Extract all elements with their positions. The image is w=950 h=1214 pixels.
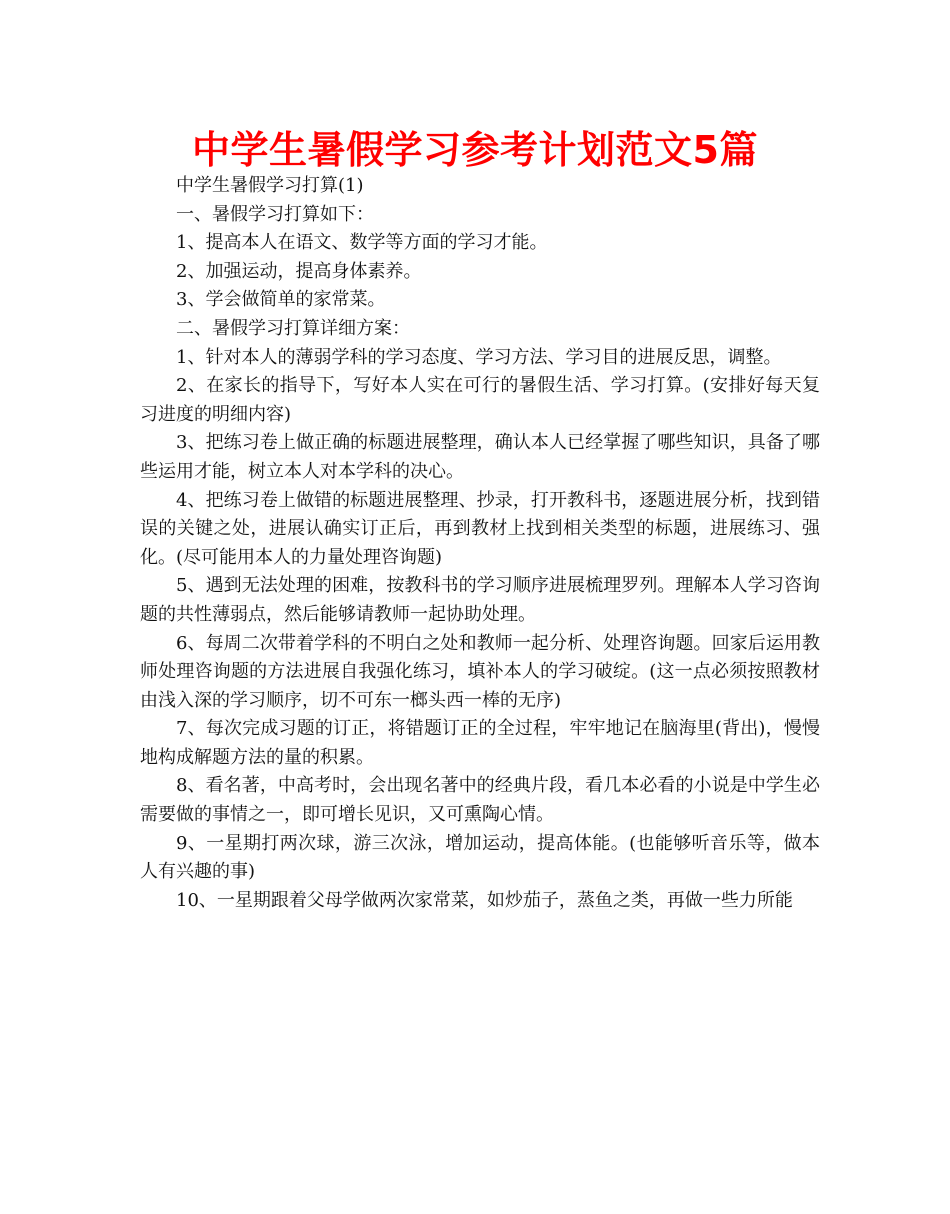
paragraph: 5、遇到无法处理的困难，按教科书的学习顺序进展梳理罗列。理解本人学习咨询题的共性薄弱点，然后能够请教师一起协助处理。 bbox=[140, 575, 820, 625]
paragraph: 9、一星期打两次球，游三次泳，增加运动，提高体能。(也能够听音乐等，做本人有兴趣的事) bbox=[140, 832, 820, 883]
paragraph: 一、暑假学习打算如下： bbox=[176, 203, 374, 225]
document-body bbox=[140, 172, 820, 915]
document-title: 中学生暑假学习参考计划范文5篇 bbox=[192, 128, 758, 172]
paragraph: 2、在家长的指导下，写好本人实在可行的暑假生活、学习打算。(安排好每天复习进度的明细内容) bbox=[140, 375, 820, 425]
paragraph: 3、学会做简单的家常菜。 bbox=[176, 289, 386, 311]
paragraph: 4、把练习卷上做错的标题进展整理、抄录，打开教科书，逐题进展分析，找到错误的关键之处，进展认确实订正后，再到教材上找到相关类型的标题，进展练习、强化。(尽可能用本人的力量处理咨询题) bbox=[140, 489, 820, 568]
paragraph: 7、每次完成习题的订正，将错题订正的全过程，牢牢地记在脑海里(背出)，慢慢地构成解题方法的量的积累。 bbox=[140, 718, 820, 768]
paragraph: 2、加强运动，提高身体素养。 bbox=[176, 260, 422, 282]
paragraph: 二、暑假学习打算详细方案： bbox=[176, 317, 410, 339]
paragraph: 中学生暑假学习打算(1) bbox=[176, 175, 364, 196]
paragraph: 1、提高本人在语文、数学等方面的学习才能。 bbox=[176, 232, 548, 254]
paragraph: 3、把练习卷上做正确的标题进展整理，确认本人已经掌握了哪些知识，具备了哪些运用才能，树立本人对本学科的决心。 bbox=[140, 432, 820, 482]
paragraph: 8、看名著，中高考时，会出现名著中的经典片段，看几本必看的小说是中学生必需要做的事情之一，即可增长见识，又可熏陶心情。 bbox=[140, 775, 820, 826]
paragraph: 6、每周二次带着学科的不明白之处和教师一起分析、处理咨询题。回家后运用教师处理咨询题的方法进展自我强化练习，填补本人的学习破绽。(这一点必须按照教材由浅入深的学习顺序，切不可东一榔头西一棒的无序) bbox=[140, 632, 820, 711]
paragraph: 10、一星期跟着父母学做两次家常菜，如炒茄子，蒸鱼之类，再做一些力所能 bbox=[176, 889, 793, 911]
paragraph: 1、针对本人的薄弱学科的学习态度、学习方法、学习目的进展反思，调整。 bbox=[176, 346, 782, 368]
